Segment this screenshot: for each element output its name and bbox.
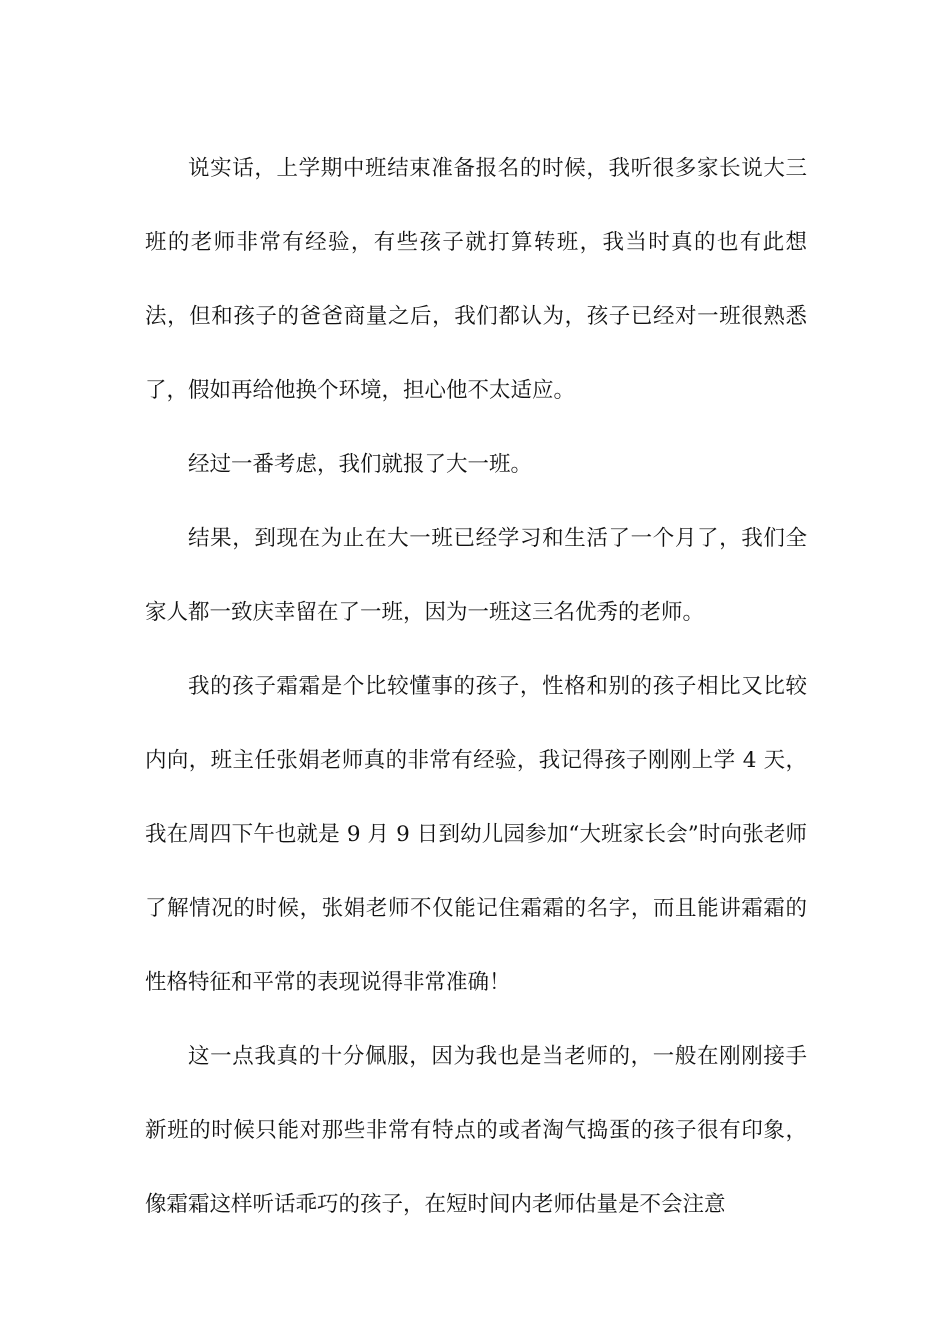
paragraph-2: 经过一番考虑，我们就报了大一班。 bbox=[188, 452, 533, 477]
paragraph-5: 这一点我真的十分佩服，因为我也是当老师的，一般在刚刚接手新班的时候只能对那些非常有特点的或者淘气捣蛋的孩子很有印象，像霜霜这样听话乖巧的孩子，在短时间内老师估量是不会注意 bbox=[145, 1044, 807, 1217]
paragraph-1: 说实话，上学期中班结束准备报名的时候，我听很多家长说大三班的老师非常有经验，有些孩子就打算转班，我当时真的也有此想法，但和孩子的爸爸商量之后，我们都认为，孩子已经对一班很熟悉了，假如再给他换个环境，担心他不太适应。 bbox=[145, 156, 807, 403]
document-body bbox=[145, 132, 807, 1242]
paragraph-3: 结果，到现在为止在大一班已经学习和生活了一个月了，我们全家人都一致庆幸留在了一班，因为一班这三名优秀的老师。 bbox=[145, 526, 807, 625]
paragraph-4: 我的孩子霜霜是个比较懂事的孩子，性格和别的孩子相比又比较内向，班主任张娟老师真的非常有经验，我记得孩子刚刚上学 4 天，我在周四下午也就是 9 月 9 日到幼儿园参加“大班家长会”时向张老师了解情况的时候，张娟老师不仅能记住霜霜的名字，而且能讲霜霜的性格特征和平常的表现说得非常准确！ bbox=[145, 674, 807, 995]
